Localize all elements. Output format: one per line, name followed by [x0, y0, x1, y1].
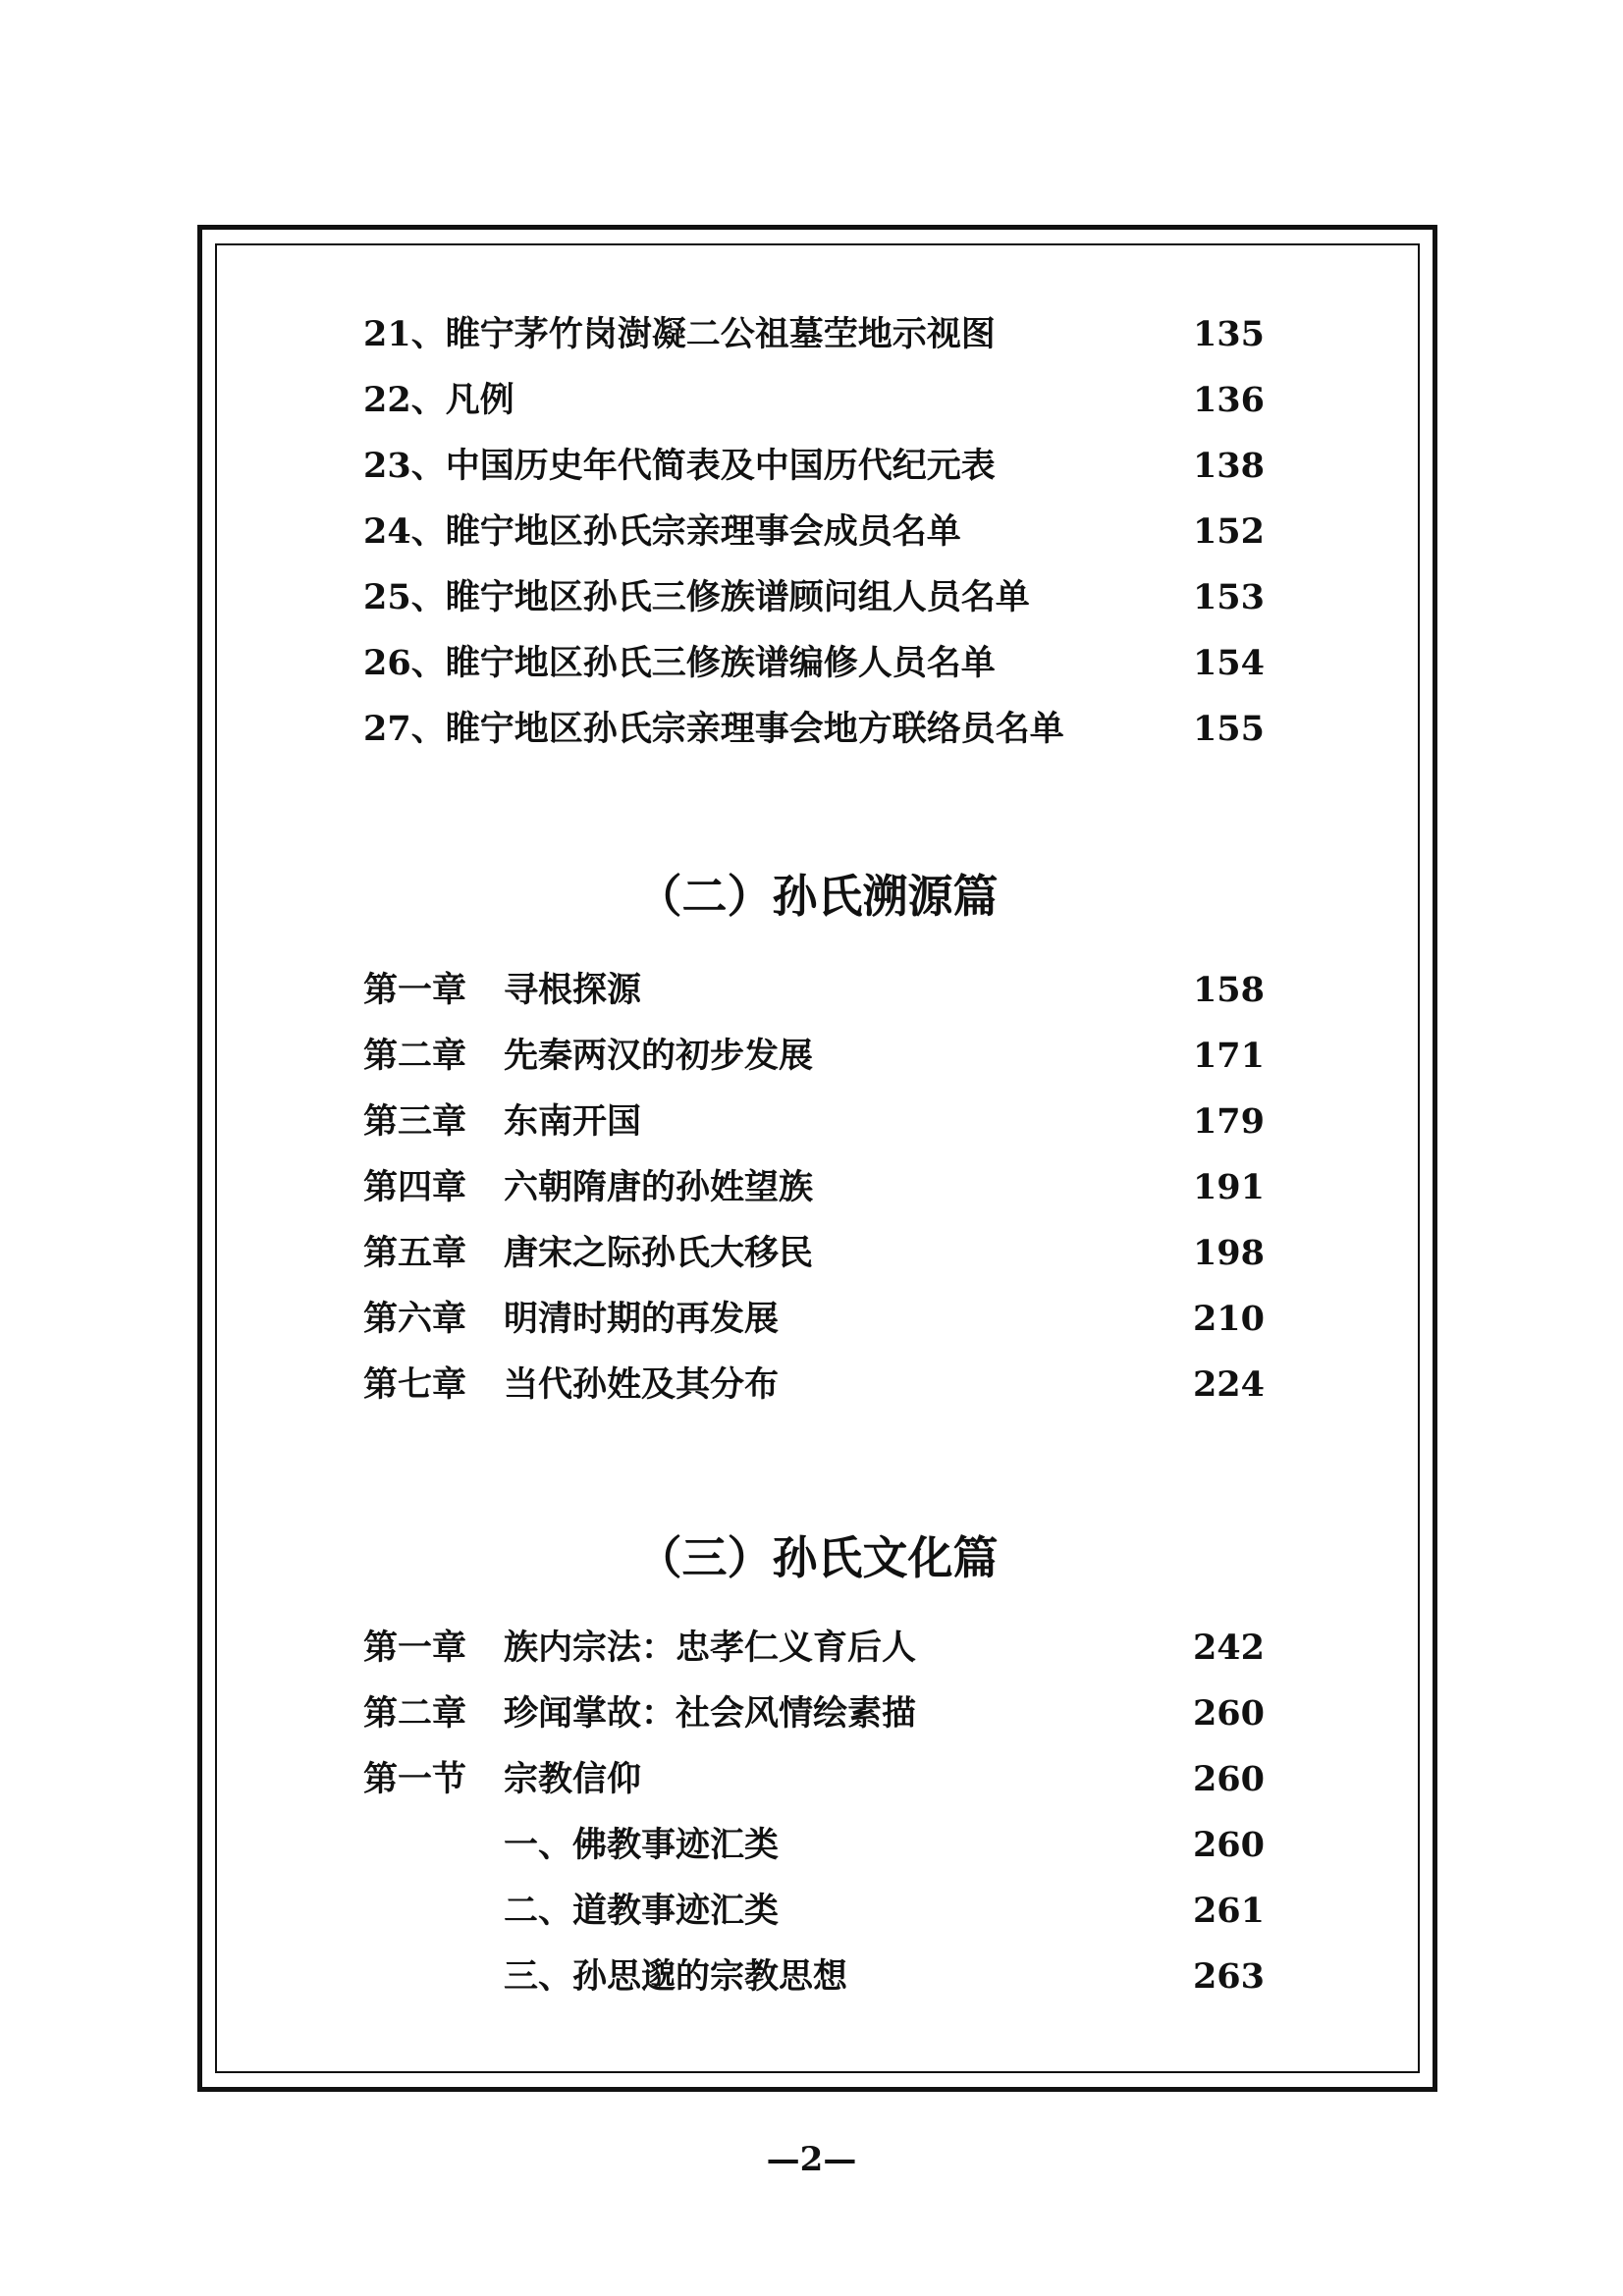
- section-heading: （二）孙氏溯源篇: [636, 870, 999, 923]
- chapter-number: 第三章: [363, 1101, 467, 1142]
- toc-row: [363, 1162, 1265, 1213]
- toc-row-page: 136: [1192, 380, 1265, 420]
- toc-row-page: 242: [1192, 1628, 1265, 1668]
- chapter-number: 第二章: [363, 1693, 467, 1734]
- chapter-number: 第四章: [363, 1167, 467, 1207]
- toc-row: [363, 309, 1265, 360]
- toc-row-page: 158: [1192, 970, 1265, 1010]
- toc-subitem: [363, 1886, 1265, 1937]
- toc-row-title: 23、中国历史年代简表及中国历代纪元表: [363, 446, 996, 486]
- toc-row: [363, 1688, 1265, 1739]
- toc-row-page: 260: [1192, 1759, 1265, 1799]
- toc-row-page: 138: [1192, 446, 1265, 486]
- chapter-number: 第一章: [363, 1628, 467, 1668]
- toc-row-page: 198: [1192, 1233, 1265, 1273]
- toc-row: [363, 572, 1265, 623]
- chapter-number: 第一节: [363, 1759, 467, 1799]
- toc-row: [363, 704, 1265, 755]
- toc-row: [363, 1031, 1265, 1082]
- toc-row-page: 260: [1192, 1693, 1265, 1734]
- chapter-title: 东南开国: [504, 1101, 642, 1142]
- toc-row-page: 224: [1192, 1364, 1265, 1405]
- toc-row-page: 261: [1192, 1891, 1265, 1931]
- toc-row: [363, 1623, 1265, 1674]
- toc-row-page: 152: [1192, 511, 1265, 552]
- chapter-number: 第七章: [363, 1364, 467, 1405]
- chapter-title: 先秦两汉的初步发展: [504, 1036, 814, 1076]
- toc-row-title: 24、睢宁地区孙氏宗亲理事会成员名单: [363, 511, 961, 552]
- toc-row-page: 171: [1192, 1036, 1265, 1076]
- chapter-title: 珍闻掌故：社会风情绘素描: [504, 1693, 917, 1734]
- toc-row-page: 260: [1192, 1825, 1265, 1865]
- toc-row-title: 27、睢宁地区孙氏宗亲理事会地方联络员名单: [363, 709, 1064, 749]
- toc-row-title: 21、睢宁茅竹岗澍凝二公祖墓茔地示视图: [363, 314, 996, 354]
- subitem-title: 一、佛教事迹汇类: [504, 1825, 780, 1865]
- toc-subitem: [363, 1951, 1265, 2002]
- toc-row: [363, 441, 1265, 492]
- toc-row: [363, 1228, 1265, 1279]
- chapter-title: 寻根探源: [504, 970, 642, 1010]
- toc-row-page: 210: [1192, 1299, 1265, 1339]
- chapter-title: 六朝隋唐的孙姓望族: [504, 1167, 814, 1207]
- toc-row-title: 22、凡例: [363, 380, 514, 420]
- toc-row-page: 263: [1192, 1956, 1265, 1997]
- toc-row: [363, 1360, 1265, 1411]
- toc-subitem: [363, 1820, 1265, 1871]
- toc-row: [363, 1754, 1265, 1805]
- section-heading: （三）孙氏文化篇: [636, 1531, 999, 1584]
- toc-row-page: 191: [1192, 1167, 1265, 1207]
- toc-row-page: 155: [1192, 709, 1265, 749]
- toc-row-page: 154: [1192, 643, 1265, 683]
- chapter-title: 唐宋之际孙氏大移民: [504, 1233, 814, 1273]
- toc-row-page: 135: [1192, 314, 1265, 354]
- chapter-number: 第二章: [363, 1036, 467, 1076]
- toc-row-title: 25、睢宁地区孙氏三修族谱顾问组人员名单: [363, 577, 1030, 617]
- subitem-title: 二、道教事迹汇类: [504, 1891, 780, 1931]
- toc-row: [363, 1096, 1265, 1148]
- subitem-title: 三、孙思邈的宗教思想: [504, 1956, 848, 1997]
- chapter-title: 当代孙姓及其分布: [504, 1364, 780, 1405]
- chapter-number: 第六章: [363, 1299, 467, 1339]
- chapter-number: 第一章: [363, 970, 467, 1010]
- toc-row: [363, 375, 1265, 426]
- toc-row: [363, 965, 1265, 1016]
- toc-row: [363, 638, 1265, 689]
- toc-row-page: 153: [1192, 577, 1265, 617]
- chapter-title: 明清时期的再发展: [504, 1299, 780, 1339]
- toc-row: [363, 507, 1265, 558]
- chapter-title: 宗教信仰: [504, 1759, 642, 1799]
- toc-row-page: 179: [1192, 1101, 1265, 1142]
- toc-row-title: 26、睢宁地区孙氏三修族谱编修人员名单: [363, 643, 996, 683]
- chapter-title: 族内宗法：忠孝仁义育后人: [504, 1628, 917, 1668]
- page-number: —2—: [766, 2140, 857, 2179]
- toc-row: [363, 1294, 1265, 1345]
- chapter-number: 第五章: [363, 1233, 467, 1273]
